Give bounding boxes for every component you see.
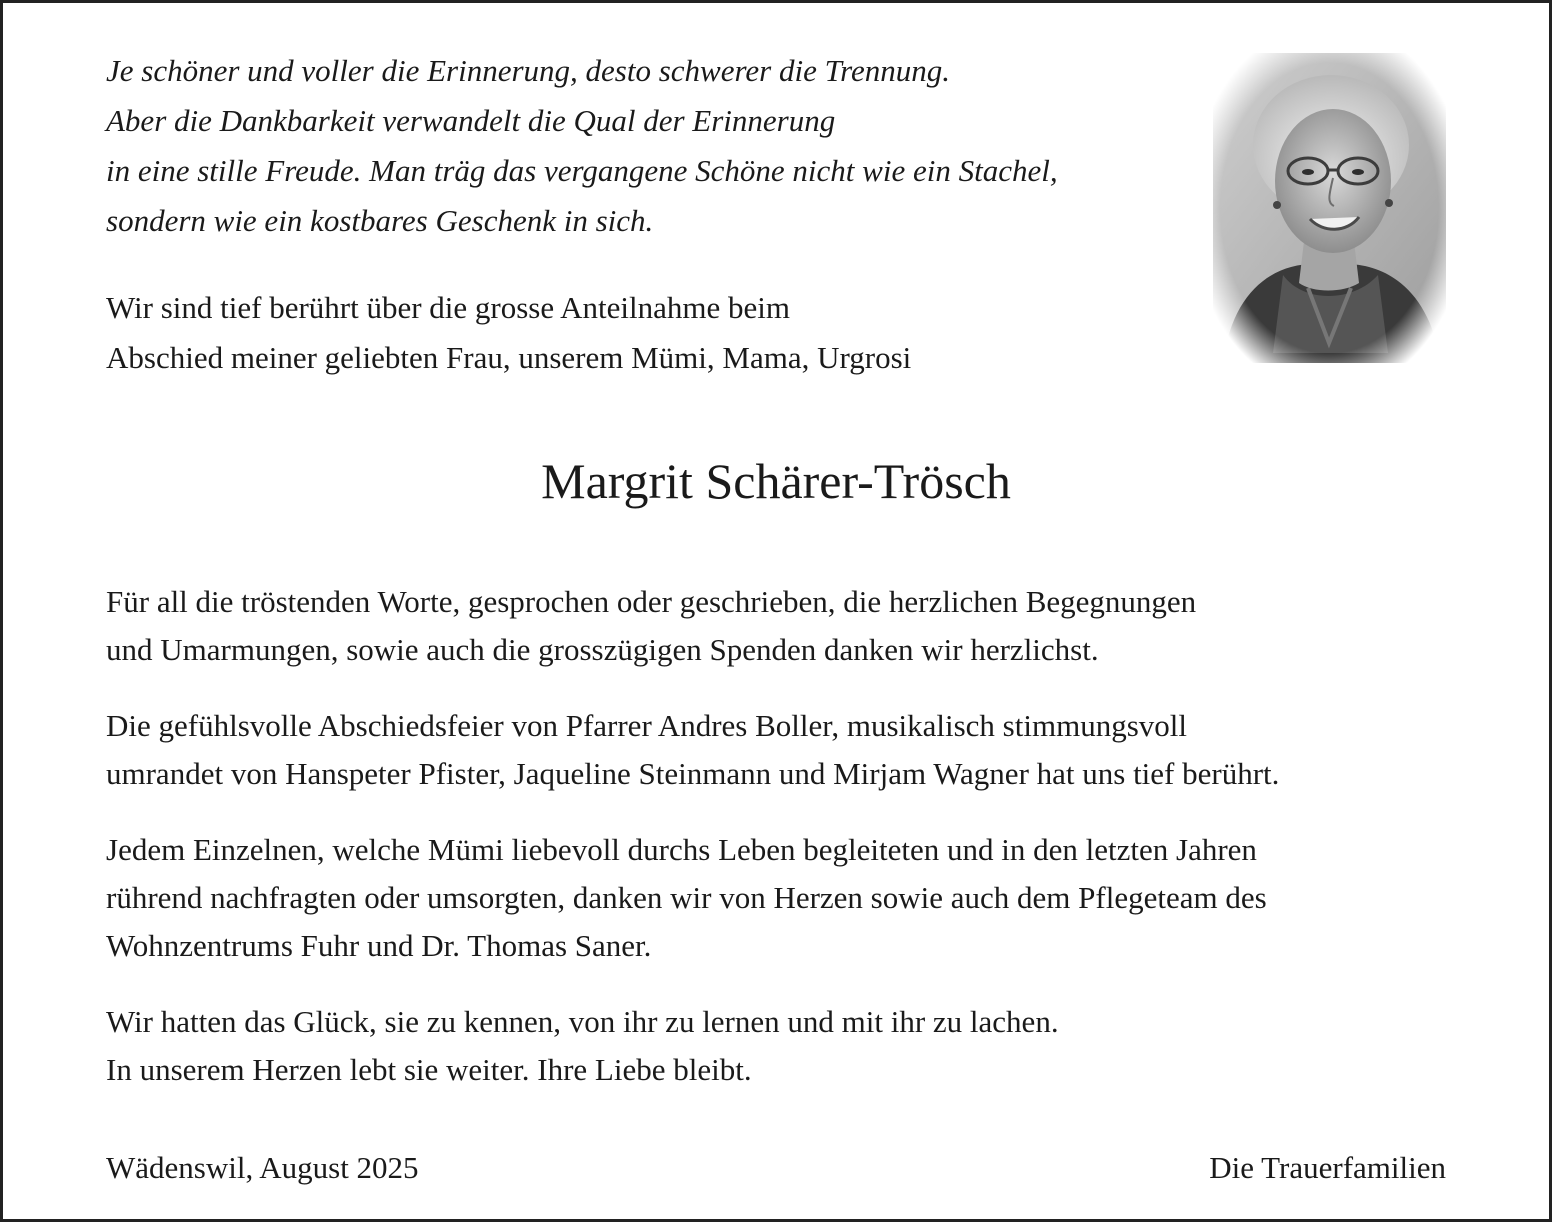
poem-line: Aber die Dankbarkeit verwandelt die Qual der Erinnerung	[106, 103, 836, 138]
poem-line: in eine stille Freude. Man träg das vergangene Schöne nicht wie ein Stachel,	[106, 153, 1058, 188]
poem-line: Je schöner und voller die Erinnerung, desto schwerer die Trennung.	[106, 53, 951, 88]
thanks-paragraph	[106, 998, 1466, 1094]
paragraph-line: Wohnzentrums Fuhr und Dr. Thomas Saner.	[106, 928, 652, 963]
place-and-date: Wädenswil, August 2025	[106, 1150, 419, 1185]
intro-line: Wir sind tief berührt über die grosse Anteilnahme beim	[106, 290, 791, 325]
paragraph-line: Jedem Einzelnen, welche Mümi liebevoll durchs Leben begleiteten und in den letzten Jahren	[106, 832, 1257, 867]
thanks-paragraph	[106, 826, 1466, 970]
signature: Die Trauerfamilien	[1209, 1150, 1446, 1185]
thanks-paragraph	[106, 578, 1466, 674]
paragraph-line: umrandet von Hanspeter Pfister, Jaqueline Steinmann und Mirjam Wagner hat uns tief berührt.	[106, 756, 1280, 791]
poem-quote	[106, 46, 1166, 246]
paragraph-line: rührend nachfragten oder umsorgten, danken wir von Herzen sowie auch dem Pflegeteam des	[106, 880, 1267, 915]
intro-text	[106, 283, 1166, 383]
paragraph-line: Wir hatten das Glück, sie zu kennen, von ihr zu lernen und mit ihr zu lachen.	[106, 1004, 1059, 1039]
poem-line: sondern wie ein kostbares Geschenk in sich.	[106, 203, 654, 238]
thanks-body	[106, 578, 1466, 1094]
intro-line: Abschied meiner geliebten Frau, unserem Mümi, Mama, Urgrosi	[106, 340, 912, 375]
portrait-photo	[1213, 53, 1446, 363]
deceased-name: Margrit Schärer-Trösch	[541, 453, 1011, 509]
paragraph-line: Für all die tröstenden Worte, gesprochen oder geschrieben, die herzlichen Begegnungen	[106, 584, 1197, 619]
paragraph-line: In unserem Herzen lebt sie weiter. Ihre Liebe bleibt.	[106, 1052, 752, 1087]
portrait-illustration	[1213, 53, 1446, 363]
thanks-paragraph	[106, 702, 1466, 798]
paragraph-line: und Umarmungen, sowie auch die grosszügigen Spenden danken wir herzlichst.	[106, 632, 1099, 667]
paragraph-line: Die gefühlsvolle Abschiedsfeier von Pfarrer Andres Boller, musikalisch stimmungsvoll	[106, 708, 1187, 743]
